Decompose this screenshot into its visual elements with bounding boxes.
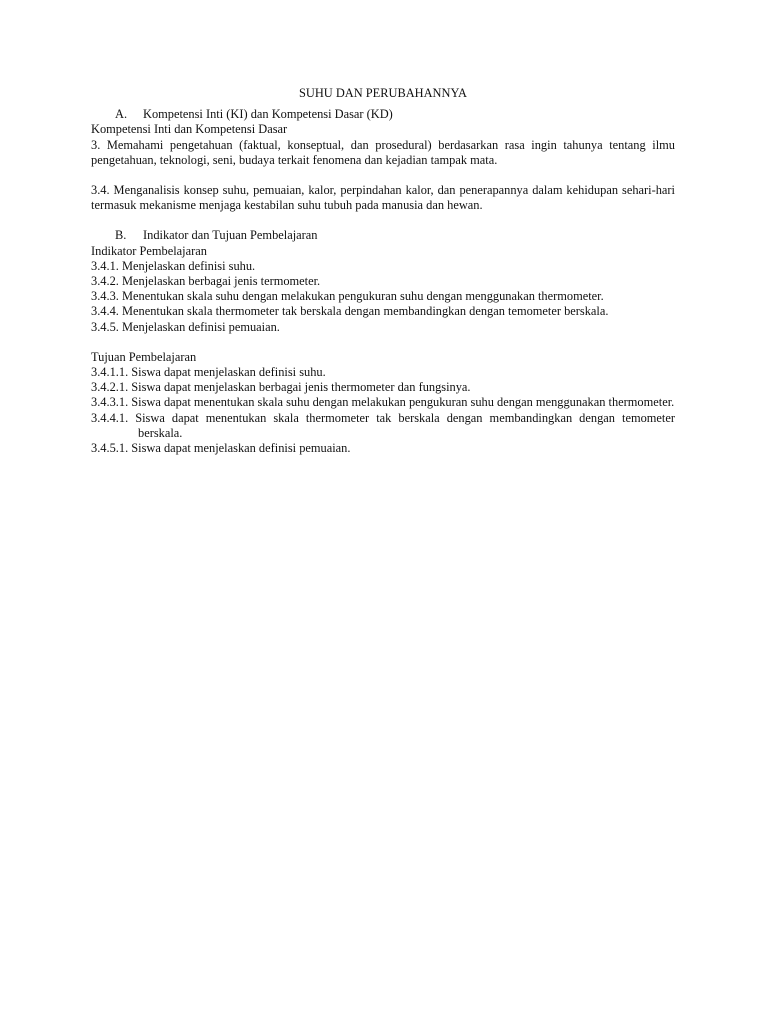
indikator-item: 3.4.1. Menjelaskan definisi suhu.: [91, 258, 256, 273]
spacer: [91, 335, 675, 350]
section-a-heading: [91, 107, 675, 122]
section-b-letter: B.: [115, 228, 127, 243]
section-b-title: Indikator dan Tujuan Pembelajaran: [143, 228, 318, 243]
section-a-subheading: Kompetensi Inti dan Kompetensi Dasar: [91, 122, 288, 137]
tujuan-item: 3.4.1.1. Siswa dapat menjelaskan definisi suhu.: [91, 365, 326, 380]
tujuan-heading: Tujuan Pembelajaran: [91, 349, 197, 364]
section-a-title: Kompetensi Inti (KI) dan Kompetensi Dasar (KD): [143, 107, 393, 122]
tujuan-item: 3.4.3.1. Siswa dapat menentukan skala suhu dengan melakukan pengukuran suhu dengan menggunakan thermometer.: [91, 395, 675, 410]
indikator-item: 3.4.4. Menentukan skala thermometer tak berskala dengan membandingkan dengan temometer berskala.: [91, 304, 609, 319]
document-title: SUHU DAN PERUBAHANNYA: [299, 86, 467, 100]
kompetensi-inti-paragraph: 3. Memahami pengetahuan (faktual, konseptual, dan prosedural) berdasarkan rasa ingin tahunya tentang ilmu pengetahuan, teknologi, seni, budaya terkait fenomena dan kejadian tampak mata.: [91, 137, 675, 167]
spacer: [91, 213, 675, 228]
tujuan-item: 3.4.4.1. Siswa dapat menentukan skala thermometer tak berskala dengan membandingkan dengan temometer berskala.: [91, 410, 675, 440]
indikator-item: 3.4.3. Menentukan skala suhu dengan melakukan pengukuran suhu dengan menggunakan thermometer.: [91, 289, 604, 304]
indikator-item: 3.4.5. Menjelaskan definisi pemuaian.: [91, 319, 280, 334]
tujuan-item: 3.4.5.1. Siswa dapat menjelaskan definisi pemuaian.: [91, 441, 351, 456]
section-a-letter: A.: [115, 107, 128, 122]
kompetensi-dasar-paragraph: 3.4. Menganalisis konsep suhu, pemuaian, kalor, perpindahan kalor, dan penerapannya dalam kehidupan sehari-hari termasuk mekanisme menjaga kestabilan suhu tubuh pada manusia dan hewan.: [91, 183, 675, 213]
indikator-heading: Indikator Pembelajaran: [91, 243, 207, 258]
indikator-item: 3.4.2. Menjelaskan berbagai jenis termometer.: [91, 274, 321, 289]
spacer: [91, 168, 675, 183]
document-page: [91, 86, 675, 456]
tujuan-item: 3.4.2.1. Siswa dapat menjelaskan berbagai jenis thermometer dan fungsinya.: [91, 380, 471, 395]
section-b-heading: [91, 228, 675, 243]
